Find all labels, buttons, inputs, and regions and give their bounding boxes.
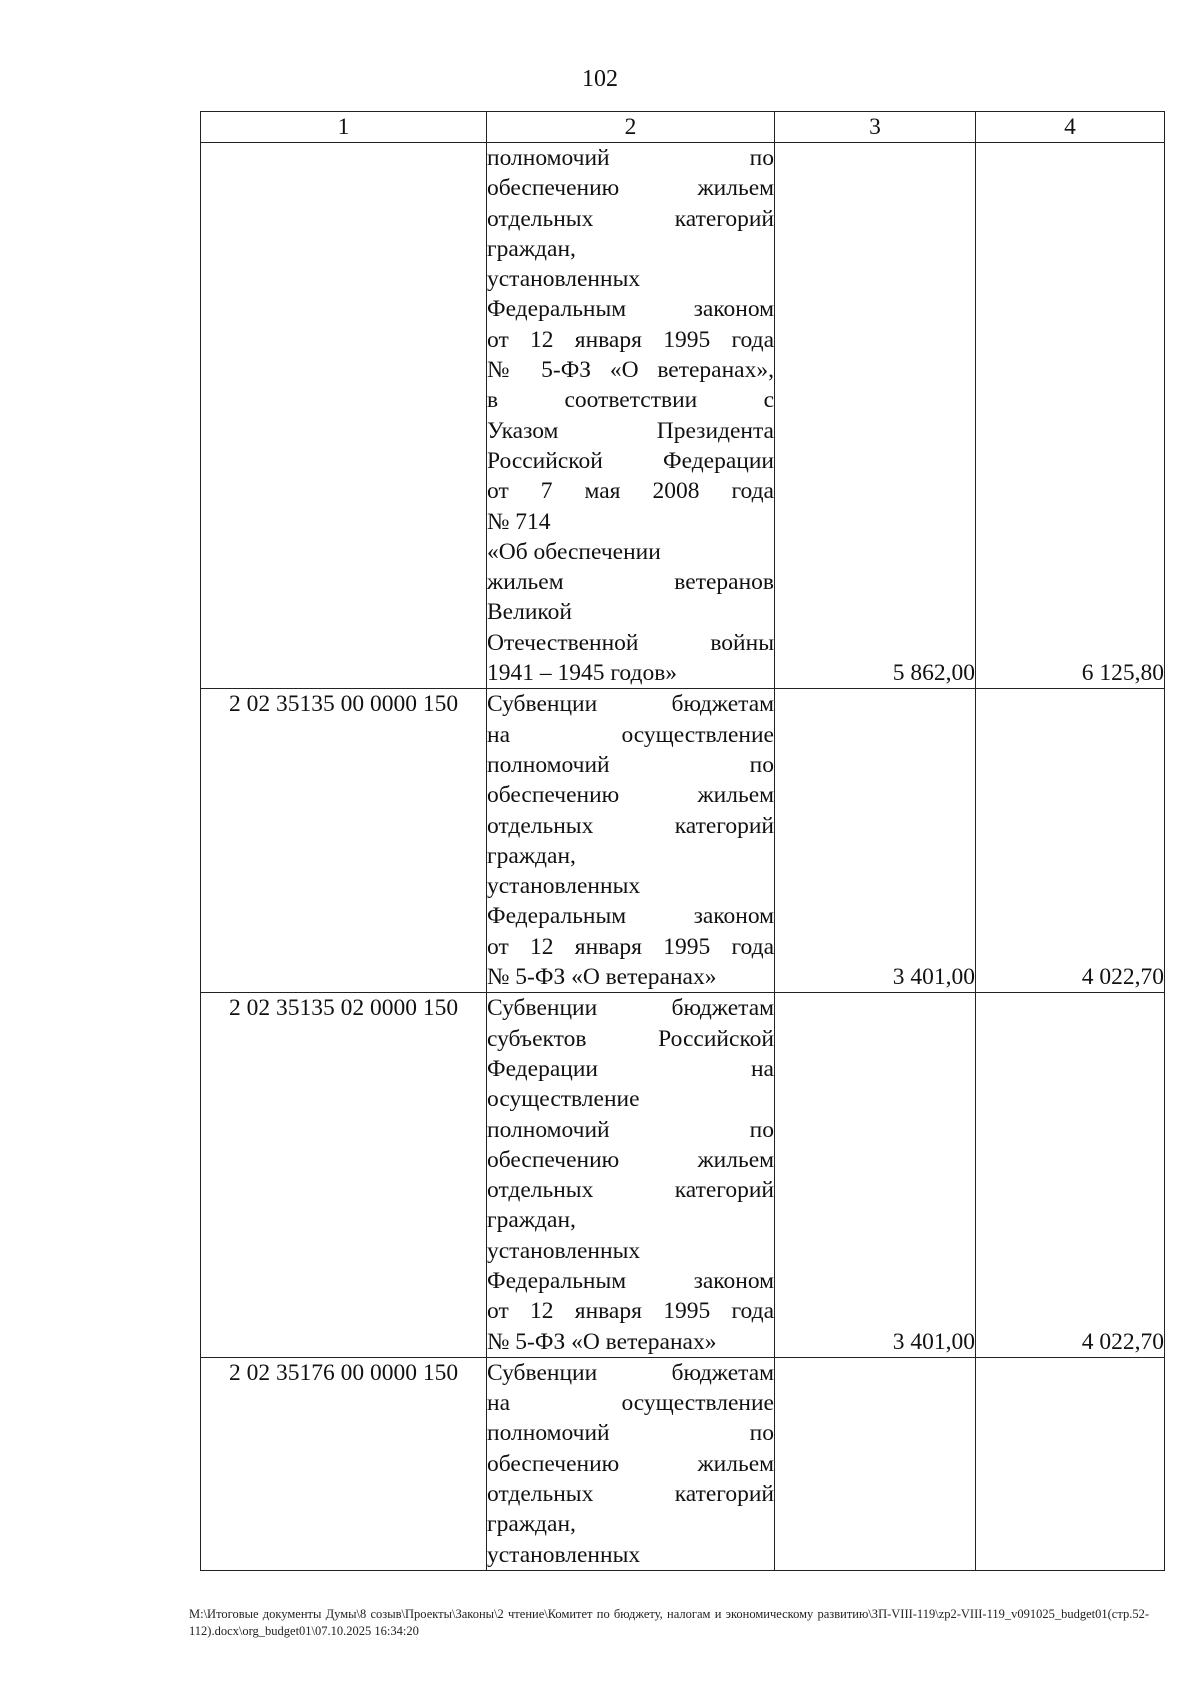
description-line: «Об обеспечении [487, 538, 661, 565]
description-cell [487, 993, 775, 1358]
file-path-footer: M:\Итоговые документы Думы\8 созыв\Проекты\Законы\2 чтение\Комитет по бюджету, налогам и экономическому развитию\ЗП-VIII-119\zp2-VIII-119_v091025_budget01(стр.52-112).docx\org_budget01\07.10.2025 16:34:20 [189, 1607, 1149, 1638]
table-row [201, 689, 1165, 993]
budget-code-cell: 2 02 35135 02 0000 150 [201, 993, 487, 1358]
description-line: на осуществление [487, 1390, 774, 1417]
budget-code-cell: 2 02 35135 00 0000 150 [201, 689, 487, 993]
description-line: 1941 – 1945 годов» [487, 660, 678, 687]
table-row [201, 143, 1165, 689]
description-line: обеспечению жильем [487, 1450, 774, 1477]
description-cell [487, 143, 775, 689]
description-line: обеспечению жильем [487, 1146, 774, 1173]
amount-cell-col4: 4 022,70 [976, 993, 1165, 1358]
budget-code-cell [201, 143, 487, 689]
description-line: Федеральным законом [487, 903, 774, 930]
description-line: в соответствии с [487, 387, 774, 414]
amount-cell-col3: 3 401,00 [775, 993, 976, 1358]
description-cell [487, 689, 775, 993]
description-line: № 714 [487, 508, 551, 535]
description-line: граждан, [487, 1511, 576, 1538]
description-line: Федерации на [487, 1055, 774, 1082]
description-line: Субвенции бюджетам [487, 691, 774, 718]
description-line: жильем ветеранов [487, 569, 774, 596]
description-line: № 5-ФЗ «О ветеранах», [487, 357, 774, 384]
description-line: Российской Федерации [487, 447, 774, 474]
amount-cell-col4 [976, 1357, 1165, 1570]
description-line: граждан, [487, 842, 576, 869]
description-line: № 5-ФЗ «О ветеранах» [487, 964, 717, 991]
description-line: № 5-ФЗ «О ветеранах» [487, 1328, 717, 1355]
column-header-4: 4 [976, 112, 1165, 143]
header-row [201, 112, 1165, 143]
budget-table [200, 111, 1165, 1571]
column-header-3: 3 [775, 112, 976, 143]
description-line: обеспечению жильем [487, 782, 774, 809]
description-line: полномочий по [487, 1420, 774, 1447]
description-line: отдельных категорий [487, 812, 774, 839]
description-line: на осуществление [487, 721, 774, 748]
description-line: обеспечению жильем [487, 175, 774, 202]
description-line: установленных [487, 1541, 641, 1568]
table-row [201, 993, 1165, 1358]
description-cell [487, 1357, 775, 1570]
column-header-1: 1 [201, 112, 487, 143]
description-line: Отечественной войны [487, 629, 774, 656]
description-line: от 7 мая 2008 года [487, 478, 774, 505]
description-line: Великой [487, 599, 572, 626]
column-header-2: 2 [487, 112, 775, 143]
description-line: Федеральным законом [487, 1267, 774, 1294]
amount-cell-col3: 3 401,00 [775, 689, 976, 993]
description-line: полномочий по [487, 751, 774, 778]
table-body [201, 143, 1165, 1571]
description-line: осуществление [487, 1086, 640, 1113]
description-line: отдельных категорий [487, 1481, 774, 1508]
description-line: Субвенции бюджетам [487, 1359, 774, 1386]
description-line: отдельных категорий [487, 1177, 774, 1204]
description-line: от 12 января 1995 года [487, 933, 774, 960]
amount-cell-col3: 5 862,00 [775, 143, 976, 689]
description-line: от 12 января 1995 года [487, 326, 774, 353]
page-number: 102 [582, 66, 618, 92]
description-line: установленных [487, 266, 641, 293]
description-line: граждан, [487, 1207, 576, 1234]
description-line: установленных [487, 1237, 641, 1264]
description-line: установленных [487, 873, 641, 900]
description-line: Субвенции бюджетам [487, 995, 774, 1022]
description-line: полномочий по [487, 145, 774, 171]
description-line: Федеральным законом [487, 296, 774, 323]
description-line: от 12 января 1995 года [487, 1298, 774, 1325]
description-line: отдельных категорий [487, 205, 774, 232]
description-line: субъектов Российской [487, 1025, 774, 1052]
table-row [201, 1357, 1165, 1570]
amount-cell-col3 [775, 1357, 976, 1570]
description-line: полномочий по [487, 1116, 774, 1143]
description-line: граждан, [487, 235, 576, 262]
budget-code-cell: 2 02 35176 00 0000 150 [201, 1357, 487, 1570]
amount-cell-col4: 4 022,70 [976, 689, 1165, 993]
amount-cell-col4: 6 125,80 [976, 143, 1165, 689]
description-line: Указом Президента [487, 417, 774, 444]
